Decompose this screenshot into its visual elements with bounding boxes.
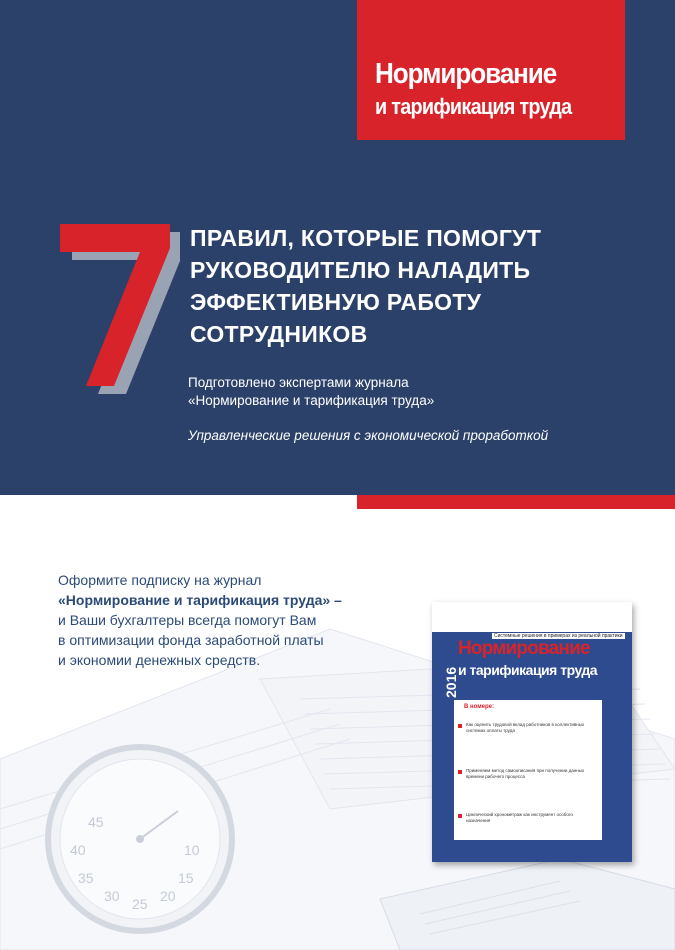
offer-line: и Ваши бухгалтеры всегда помогут Вам xyxy=(58,612,317,628)
journal-logo-line2: и тарификация труда xyxy=(375,94,572,119)
red-accent-strip xyxy=(357,495,675,509)
offer-line: в оптимизации фонда заработной платы xyxy=(58,632,324,648)
magazine-contents-item: Применяем метод самоописания при получении данных времени рабочего процесса xyxy=(466,768,585,779)
stopwatch-dial-number: 40 xyxy=(70,842,86,858)
magazine-year-text: 2016 xyxy=(443,666,459,698)
magazine-contents-item: Циклический хронометраж как инструмент особого назначения xyxy=(466,812,573,823)
stopwatch-dial-number: 45 xyxy=(88,814,104,830)
magazine-contents-title: В номере: xyxy=(464,704,494,710)
headline-line: СОТРУДНИКОВ xyxy=(190,321,368,347)
stopwatch-dial-number: 30 xyxy=(104,888,120,904)
prepared-by-line: Подготовлено экспертами журнала xyxy=(188,375,409,390)
magazine-contents-item: Как оценить трудовой вклад работников в коллективных системах оплаты труда xyxy=(466,722,585,733)
headline xyxy=(190,222,620,350)
bullet-icon xyxy=(458,770,462,774)
magazine-year xyxy=(440,650,460,700)
prepared-by-line: «Нормирование и тарификация труда» xyxy=(188,393,435,408)
stopwatch-dial-number: 10 xyxy=(184,842,200,858)
magazine-tagline: Системные решения в примерах из реальной практики xyxy=(494,633,623,639)
journal-logo-line1: Нормирование xyxy=(375,58,557,90)
stopwatch-dial-number: 15 xyxy=(178,870,194,886)
magazine-title-line1: Нормирование xyxy=(458,638,590,659)
stopwatch-dial-number: 20 xyxy=(160,888,176,904)
subscription-offer xyxy=(58,570,388,670)
bullet-icon xyxy=(458,814,462,818)
offer-journal-name: «Нормирование и тарификация труда» – xyxy=(58,592,342,608)
big-number-seven-text: 7 xyxy=(110,320,111,321)
headline-line: ПРАВИЛ, КОТОРЫЕ ПОМОГУТ xyxy=(190,225,542,251)
magazine-contents-panel xyxy=(454,700,602,840)
stopwatch-dial-number: 35 xyxy=(78,870,94,886)
offer-line: Оформите подписку на журнал xyxy=(58,572,262,588)
magazine-title-line2: и тарификация труда xyxy=(458,662,598,678)
big-number-seven xyxy=(50,200,180,400)
offer-line: и экономии денежных средств. xyxy=(58,652,261,668)
magazine-cover xyxy=(432,602,632,862)
magazine-header-band xyxy=(432,602,632,632)
headline-line: ЭФФЕКТИВНУЮ РАБОТУ xyxy=(190,289,482,315)
headline-line: РУКОВОДИТЕЛЮ НАЛАДИТЬ xyxy=(190,257,531,283)
bullet-icon xyxy=(458,724,462,728)
prepared-by xyxy=(188,374,608,410)
stopwatch-dial-number: 25 xyxy=(132,896,148,912)
tagline: Управленческие решения с экономической проработкой xyxy=(188,428,549,443)
